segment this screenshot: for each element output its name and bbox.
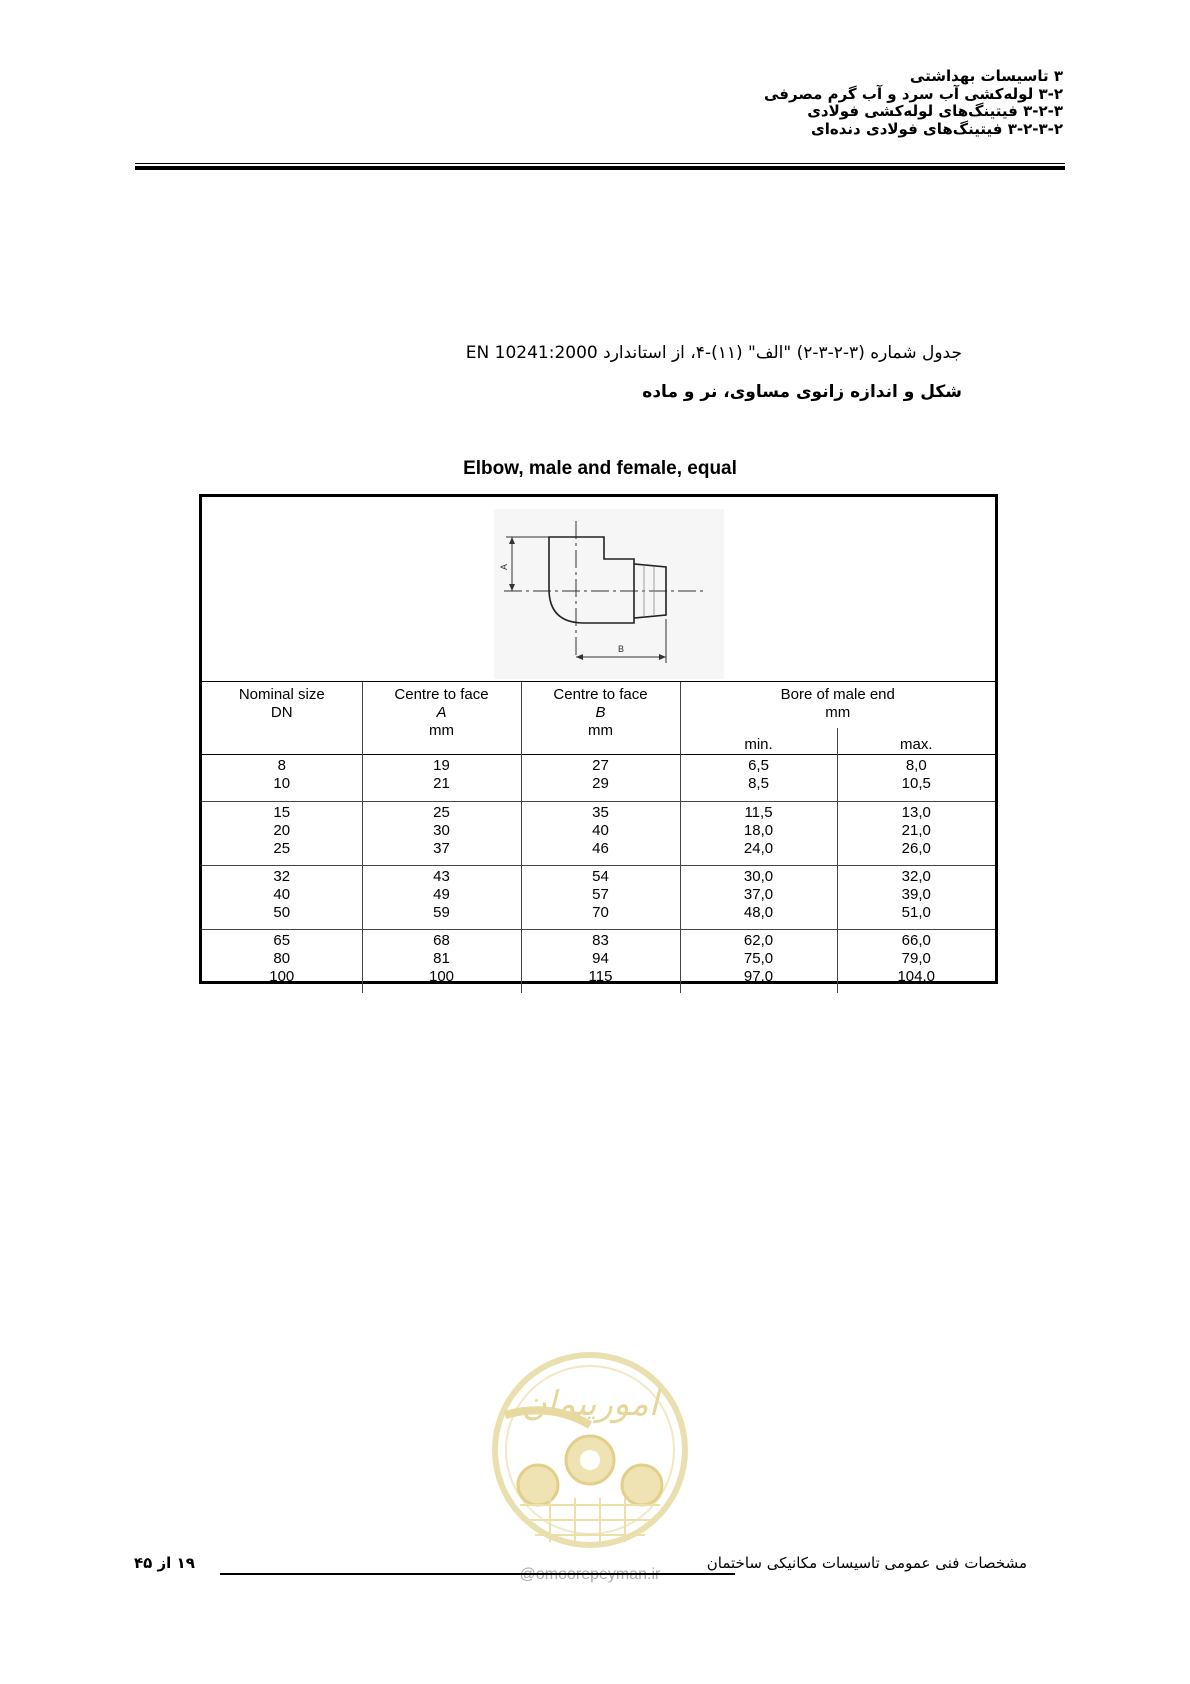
header-nominal-1: Nominal size bbox=[238, 686, 325, 703]
dim-a-label: A bbox=[499, 563, 509, 570]
cell-min: 11,5 18,0 24,0 bbox=[680, 802, 837, 866]
cell-b: 83 94 115 bbox=[521, 930, 680, 994]
header-max: max. bbox=[837, 728, 995, 755]
cell-min: 62,0 75,0 97,0 bbox=[680, 930, 837, 994]
cell-a: 25 30 37 bbox=[362, 802, 521, 866]
table-row bbox=[202, 866, 995, 930]
cell-a: 43 49 59 bbox=[362, 866, 521, 930]
table-row bbox=[202, 802, 995, 866]
header-line-3: ۳-۲-۳ فیتینگ‌های لوله‌کشی فولادی bbox=[807, 102, 1063, 120]
footer-rule bbox=[220, 1573, 735, 1575]
header-centre-b bbox=[521, 682, 680, 755]
dim-b-label: B bbox=[618, 644, 625, 654]
watermark-logo-text: امورپیمان bbox=[521, 1384, 659, 1424]
table-caption: جدول شماره (۳-۲-۳-۲) "الف" (۱۱)-۴، از استاندارد EN 10241:2000 bbox=[465, 343, 962, 363]
elbow-drawing-area bbox=[202, 497, 995, 682]
header-centre-b-3: mm bbox=[588, 722, 613, 739]
header-bore-2: mm bbox=[825, 704, 851, 721]
footer-title: مشخصات فنی عمومی تاسیسات مکانیکی ساختمان bbox=[706, 1554, 1027, 1572]
cell-min: 6,5 8,5 bbox=[680, 755, 837, 802]
page-header bbox=[764, 68, 1063, 138]
cell-max: 8,0 10,5 bbox=[837, 755, 995, 802]
cell-max: 66,0 79,0 104,0 bbox=[837, 930, 995, 994]
watermark-emblem bbox=[480, 1330, 700, 1562]
header-centre-a-1: Centre to face bbox=[394, 686, 489, 703]
watermark-logo bbox=[480, 1330, 700, 1600]
page-number: ۱۹ از ۴۵ bbox=[134, 1554, 195, 1572]
table-header-row bbox=[202, 682, 995, 728]
header-line-1: ۳ تاسیسات بهداشتی bbox=[909, 67, 1063, 85]
header-centre-b-1: Centre to face bbox=[553, 686, 648, 703]
watermark-url bbox=[480, 1566, 700, 1584]
header-bore bbox=[680, 682, 995, 728]
header-nominal bbox=[202, 682, 362, 755]
cell-dn: 32 40 50 bbox=[202, 866, 362, 930]
cell-max: 32,0 39,0 51,0 bbox=[837, 866, 995, 930]
header-min: min. bbox=[680, 728, 837, 755]
header-bore-1: Bore of male end bbox=[780, 686, 895, 703]
elbow-drawing bbox=[494, 509, 724, 679]
elbow-table bbox=[199, 494, 998, 984]
header-line-4: ۳-۲-۳-۲ فیتینگ‌های فولادی دنده‌ای bbox=[810, 119, 1063, 138]
header-nominal-2: DN bbox=[270, 704, 293, 721]
cell-b: 35 40 46 bbox=[521, 802, 680, 866]
dimension-table bbox=[202, 682, 995, 993]
table-row bbox=[202, 930, 995, 994]
header-centre-a-2: A bbox=[436, 704, 447, 721]
table-subtitle: شکل و اندازه زانوی مساوی، نر و ماده bbox=[642, 382, 962, 402]
cell-a: 68 81 100 bbox=[362, 930, 521, 994]
table-row bbox=[202, 755, 995, 802]
figure-title: Elbow, male and female, equal bbox=[463, 458, 737, 479]
cell-a: 19 21 bbox=[362, 755, 521, 802]
cell-dn: 15 20 25 bbox=[202, 802, 362, 866]
header-centre-a-3: mm bbox=[429, 722, 454, 739]
cell-min: 30,0 37,0 48,0 bbox=[680, 866, 837, 930]
cell-dn: 65 80 100 bbox=[202, 930, 362, 994]
header-line-2: ۳-۲ لوله‌کشی آب سرد و آب گرم مصرفی bbox=[763, 84, 1063, 103]
cell-dn: 8 10 bbox=[202, 755, 362, 802]
cell-b: 27 29 bbox=[521, 755, 680, 802]
header-centre-a bbox=[362, 682, 521, 755]
cell-max: 13,0 21,0 26,0 bbox=[837, 802, 995, 866]
header-centre-b-2: B bbox=[595, 704, 606, 721]
header-rule-thick bbox=[135, 166, 1065, 170]
header-rule-thin bbox=[135, 163, 1065, 164]
cell-b: 54 57 70 bbox=[521, 866, 680, 930]
